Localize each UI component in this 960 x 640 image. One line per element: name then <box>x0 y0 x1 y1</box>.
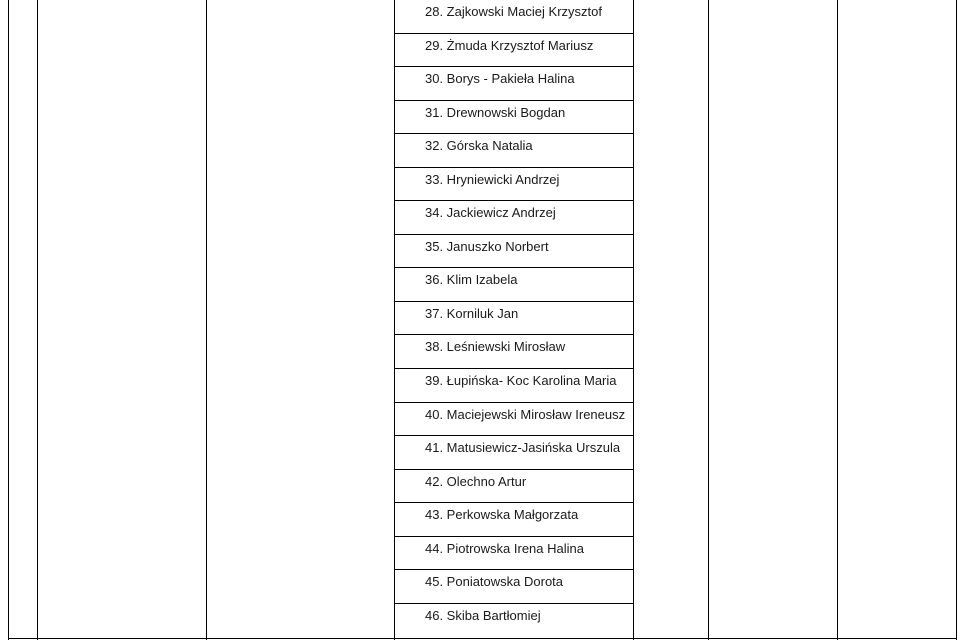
list-item <box>395 604 633 638</box>
person-name: 31. Drewnowski Bogdan <box>425 104 566 120</box>
list-item <box>395 335 633 369</box>
list-item <box>395 268 633 302</box>
person-name: 38. Leśniewski Mirosław <box>425 339 566 355</box>
person-name: 32. Górska Natalia <box>425 138 533 154</box>
list-item <box>395 369 633 403</box>
column-divider <box>206 0 207 640</box>
person-name: 45. Poniatowska Dorota <box>425 574 564 590</box>
list-item <box>395 67 633 101</box>
person-name: 30. Borys - Pakieła Halina <box>425 71 575 87</box>
person-name: 33. Hryniewicki Andrzej <box>425 171 560 187</box>
table-border-left <box>8 0 9 640</box>
list-item <box>395 537 633 571</box>
person-name: 42. Olechno Artur <box>425 473 527 489</box>
table-border-right <box>956 0 957 640</box>
column-divider <box>37 0 38 640</box>
list-item <box>395 570 633 604</box>
list-item <box>395 302 633 336</box>
list-item <box>395 0 633 34</box>
list-item <box>395 134 633 168</box>
person-name: 39. Łupińska- Koc Karolina Maria <box>425 373 617 389</box>
names-list <box>395 0 633 637</box>
person-name: 40. Maciejewski Mirosław Ireneusz <box>425 406 626 422</box>
list-item <box>395 503 633 537</box>
list-item <box>395 403 633 437</box>
list-item <box>395 201 633 235</box>
list-item <box>395 34 633 68</box>
person-name: 34. Jackiewicz Andrzej <box>425 205 556 221</box>
person-name: 41. Matusiewicz-Jasińska Urszula <box>425 440 621 456</box>
list-item <box>395 470 633 504</box>
person-name: 29. Żmuda Krzysztof Mariusz <box>425 37 594 53</box>
list-item <box>395 436 633 470</box>
column-divider <box>708 0 709 640</box>
person-name: 36. Klim Izabela <box>425 272 518 288</box>
person-name: 46. Skiba Bartłomiej <box>425 607 541 623</box>
person-name: 35. Januszko Norbert <box>425 238 549 254</box>
person-name: 43. Perkowska Małgorzata <box>425 507 579 523</box>
person-name: 44. Piotrowska Irena Halina <box>425 540 584 556</box>
list-item <box>395 168 633 202</box>
column-divider <box>837 0 838 640</box>
person-name: 37. Korniluk Jan <box>425 305 519 321</box>
person-name: 28. Zajkowski Maciej Krzysztof <box>425 4 602 19</box>
column-divider <box>633 0 634 640</box>
list-item <box>395 101 633 135</box>
table-border-bottom <box>8 638 957 639</box>
list-item <box>395 235 633 269</box>
